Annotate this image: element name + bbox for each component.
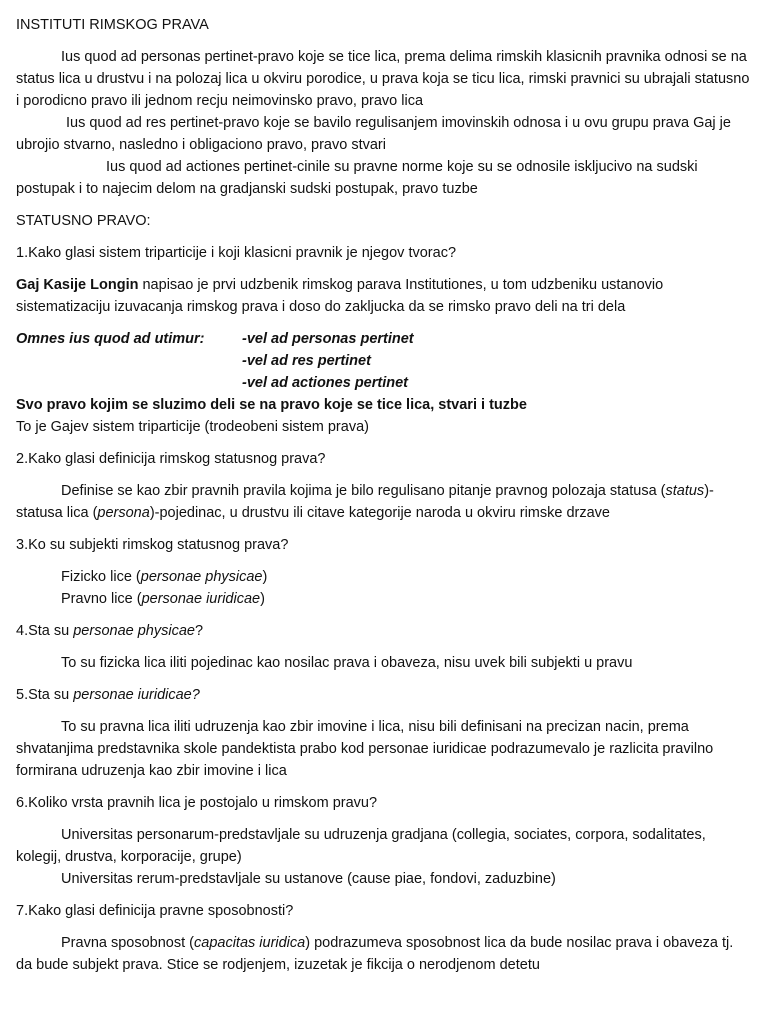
omnes-row-1	[16, 328, 752, 350]
answer-5: To su pravna lica iliti udruzenja kao zbir imovine i lica, nisu bili definisani na precizan nacin, prema shvatanjima predstavnika skole pandektista prabo kod personae iuridicae podrazumevalo je razlicita pravilno formirana udruzenja kao zbir imovine i lica	[16, 719, 714, 779]
answer-3-term: personae physicae	[140, 569, 263, 585]
omnes-item: -vel ad res pertinet	[242, 353, 371, 369]
triparticija-note: To je Gajev sistem triparticije (trodeobeni sistem prava)	[16, 419, 369, 435]
answer-6-paragraph-2: Universitas rerum-predstavljale su ustanove (cause piae, fondovi, zaduzbine)	[61, 871, 556, 887]
answer-1-text: napisao je prvi udzbenik rimskog parava Institutiones, u tom udzbeniku ustanovio sistematizaciju izuvacanja rimskog prava i doso do zakljucka da se rimsko pravo deli na tri dela	[16, 277, 664, 315]
answer-3-part: Fizicko lice (	[61, 569, 141, 585]
answer-3-line-2	[16, 588, 752, 610]
triparticija-summary: Svo pravo kojim se sluzimo deli se na pravo koje se tice lica, stvari i tuzbe	[16, 397, 527, 413]
answer-3-part: )	[262, 569, 268, 585]
omnes-row-2	[16, 350, 752, 372]
answer-6-paragraph-1: Universitas personarum-predstavljale su udruzenja gradjana (collegia, sociates, corpora, sodalitates, kolegij, drustva, korporacije, grupe)	[16, 827, 706, 865]
section-heading: STATUSNO PRAVO:	[16, 213, 151, 229]
answer-7-part: Pravna sposobnost (	[61, 935, 194, 951]
answer-3-part: Pravno lice (	[61, 591, 142, 607]
answer-3-term: personae iuridicae	[141, 591, 261, 607]
question-4-part: ?	[194, 623, 204, 639]
question-3: 3.Ko su subjekti rimskog statusnog prava?	[16, 537, 289, 553]
question-5-part: 5.Sta su	[16, 687, 74, 703]
question-4	[16, 620, 752, 642]
answer-2	[16, 480, 752, 524]
author-name: Gaj Kasije Longin	[16, 277, 139, 293]
answer-7-term: capacitas iuridica	[194, 935, 306, 951]
answer-4: To su fizicka lica iliti pojedinac kao nosilac prava i obaveza, nisu uvek bili subjekti u pravu	[61, 655, 633, 671]
intro-paragraph-2: Ius quod ad res pertinet-pravo koje se bavilo regulisanjem imovinskih odnosa i u ovu grupu prava Gaj je ubrojio stvarno, nasledno i obligaciono pravo, pravo stvari	[16, 115, 731, 153]
question-4-part: 4.Sta su	[16, 623, 74, 639]
question-1: 1.Kako glasi sistem triparticije i koji klasicni pravnik je njegov tvorac?	[16, 245, 457, 261]
question-7: 7.Kako glasi definicija pravne sposobnosti?	[16, 903, 294, 919]
answer-3-line-1	[16, 566, 752, 588]
answer-2-part: Definise se kao zbir pravnih pravila kojima je bilo regulisano pitanje pravnog polozaja statusa (	[61, 483, 666, 499]
question-6: 6.Koliko vrsta pravnih lica je postojalo u rimskom pravu?	[16, 795, 378, 811]
omnes-spacer	[16, 350, 242, 372]
omnes-item: -vel ad actiones pertinet	[242, 375, 408, 391]
answer-3-part: )	[260, 591, 265, 607]
question-2: 2.Kako glasi definicija rimskog statusnog prava?	[16, 451, 326, 467]
intro-paragraph-1: Ius quod ad personas pertinet-pravo koje se tice lica, prema delima rimskih klasicnih pravnika odnosi se na status lica u drustvu i na polozaj lica u okviru porodice, u prava koja se ticu lica, rimski pravnici su ubrajali statusno i porodicno pravo ili jednom recju neimovinsko pravo, pravo lica	[16, 49, 750, 109]
answer-2-part: )-pojedinac, u drustvu ili citave kategorije naroda u okviru rimske drzave	[149, 505, 610, 521]
question-4-term: personae physicae	[73, 623, 195, 639]
answer-7-part: ) podrazumeva sposobnost lica da bude nosilac prava i obaveza tj. da bude subjekt prava. Stice se rodjenjem, izuzetak je fikcija o nerodjenom detetu	[16, 935, 734, 973]
omnes-spacer	[16, 372, 242, 394]
intro-paragraph-3: Ius quod ad actiones pertinet-cinile su pravne norme koje su se odnosile iskljucivo na sudski postupak i to najecim delom na gradjanski sudski postupak, pravo tuzbe	[16, 159, 698, 197]
question-5	[16, 684, 752, 706]
answer-2-term: status	[665, 483, 705, 499]
document-title: INSTITUTI RIMSKOG PRAVA	[16, 17, 209, 33]
question-5-term: personae iuridicae?	[73, 687, 200, 703]
omnes-item: -vel ad personas pertinet	[242, 331, 414, 347]
omnes-row-3	[16, 372, 752, 394]
answer-1-paragraph	[16, 274, 752, 318]
answer-7	[16, 932, 752, 976]
answer-2-part: )-statusa lica (	[16, 483, 714, 521]
omnes-block	[16, 328, 752, 394]
answer-2-term: persona	[97, 505, 150, 521]
omnes-label: Omnes ius quod ad utimur:	[16, 331, 205, 347]
